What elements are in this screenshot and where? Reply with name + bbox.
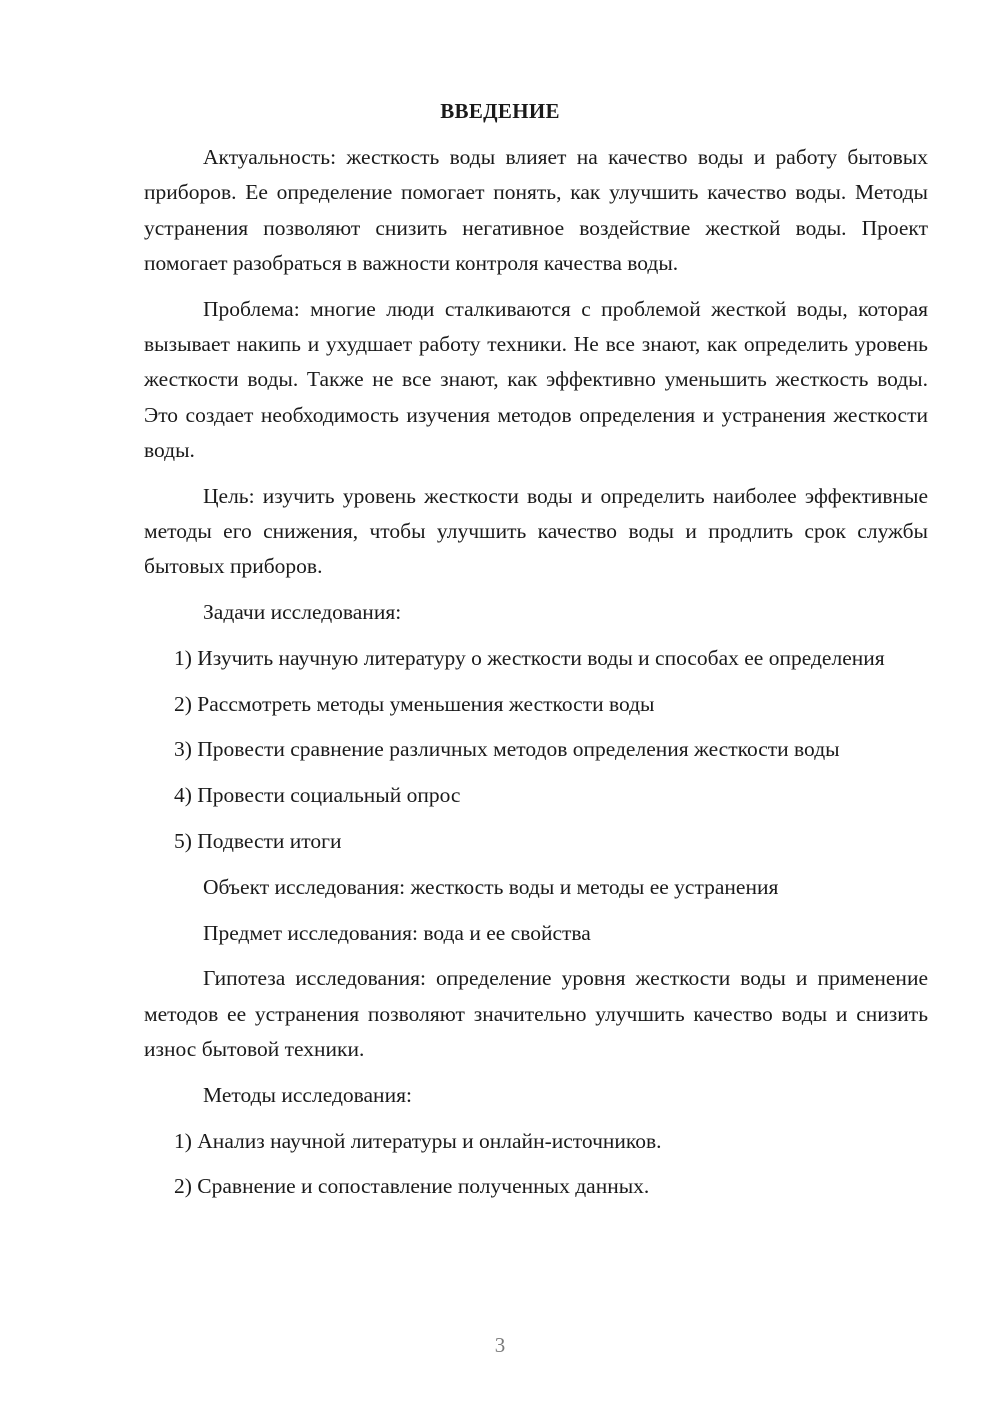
relevance-paragraph: Актуальность: жесткость воды влияет на качество воды и работу бытовых приборов. Ее определение помогает понять, как улучшить качество воды. Методы устранения позволяют снизить негативное воздействие жесткой воды. Проект помогает разобраться в важности контроля качества воды. <box>144 145 928 275</box>
task-item-2: 2) Рассмотреть методы уменьшения жесткости воды <box>174 691 655 716</box>
task-item-4: 4) Провести социальный опрос <box>174 783 461 808</box>
methods-heading: Методы исследования: <box>203 1082 412 1107</box>
problem-paragraph: Проблема: многие люди сталкиваются с проблемой жесткой воды, которая вызывает накипь и ухудшает работу техники. Не все знают, как определить уровень жесткости воды. Также не все знают, как эффективно уменьшить жесткость воды. Это создает необходимость изучения методов определения и устранения жесткости воды. <box>144 296 928 462</box>
task-item-1: 1) Изучить научную литературу о жесткости воды и способах ее определения <box>174 645 885 670</box>
hypothesis-paragraph: Гипотеза исследования: определение уровня жесткости воды и применение методов ее устранения позволяют значительно улучшить качество воды и снизить износ бытовой техники. <box>144 966 928 1062</box>
subject-paragraph: Предмет исследования: вода и ее свойства <box>203 920 591 945</box>
object-paragraph: Объект исследования: жесткость воды и методы ее устранения <box>203 874 779 899</box>
method-item-2: 2) Сравнение и сопоставление полученных данных. <box>174 1174 650 1199</box>
method-item-1: 1) Анализ научной литературы и онлайн-источников. <box>174 1128 662 1153</box>
goal-paragraph: Цель: изучить уровень жесткости воды и определить наиболее эффективные методы его снижения, чтобы улучшить качество воды и продлить срок службы бытовых приборов. <box>144 483 928 579</box>
task-item-5: 5) Подвести итоги <box>174 829 342 854</box>
document-body <box>144 140 928 1215</box>
page-title: ВВЕДЕНИЕ <box>440 99 560 123</box>
task-item-3: 3) Провести сравнение различных методов определения жесткости воды <box>174 737 840 762</box>
page-number: 3 <box>494 1333 506 1357</box>
tasks-heading: Задачи исследования: <box>203 600 402 625</box>
